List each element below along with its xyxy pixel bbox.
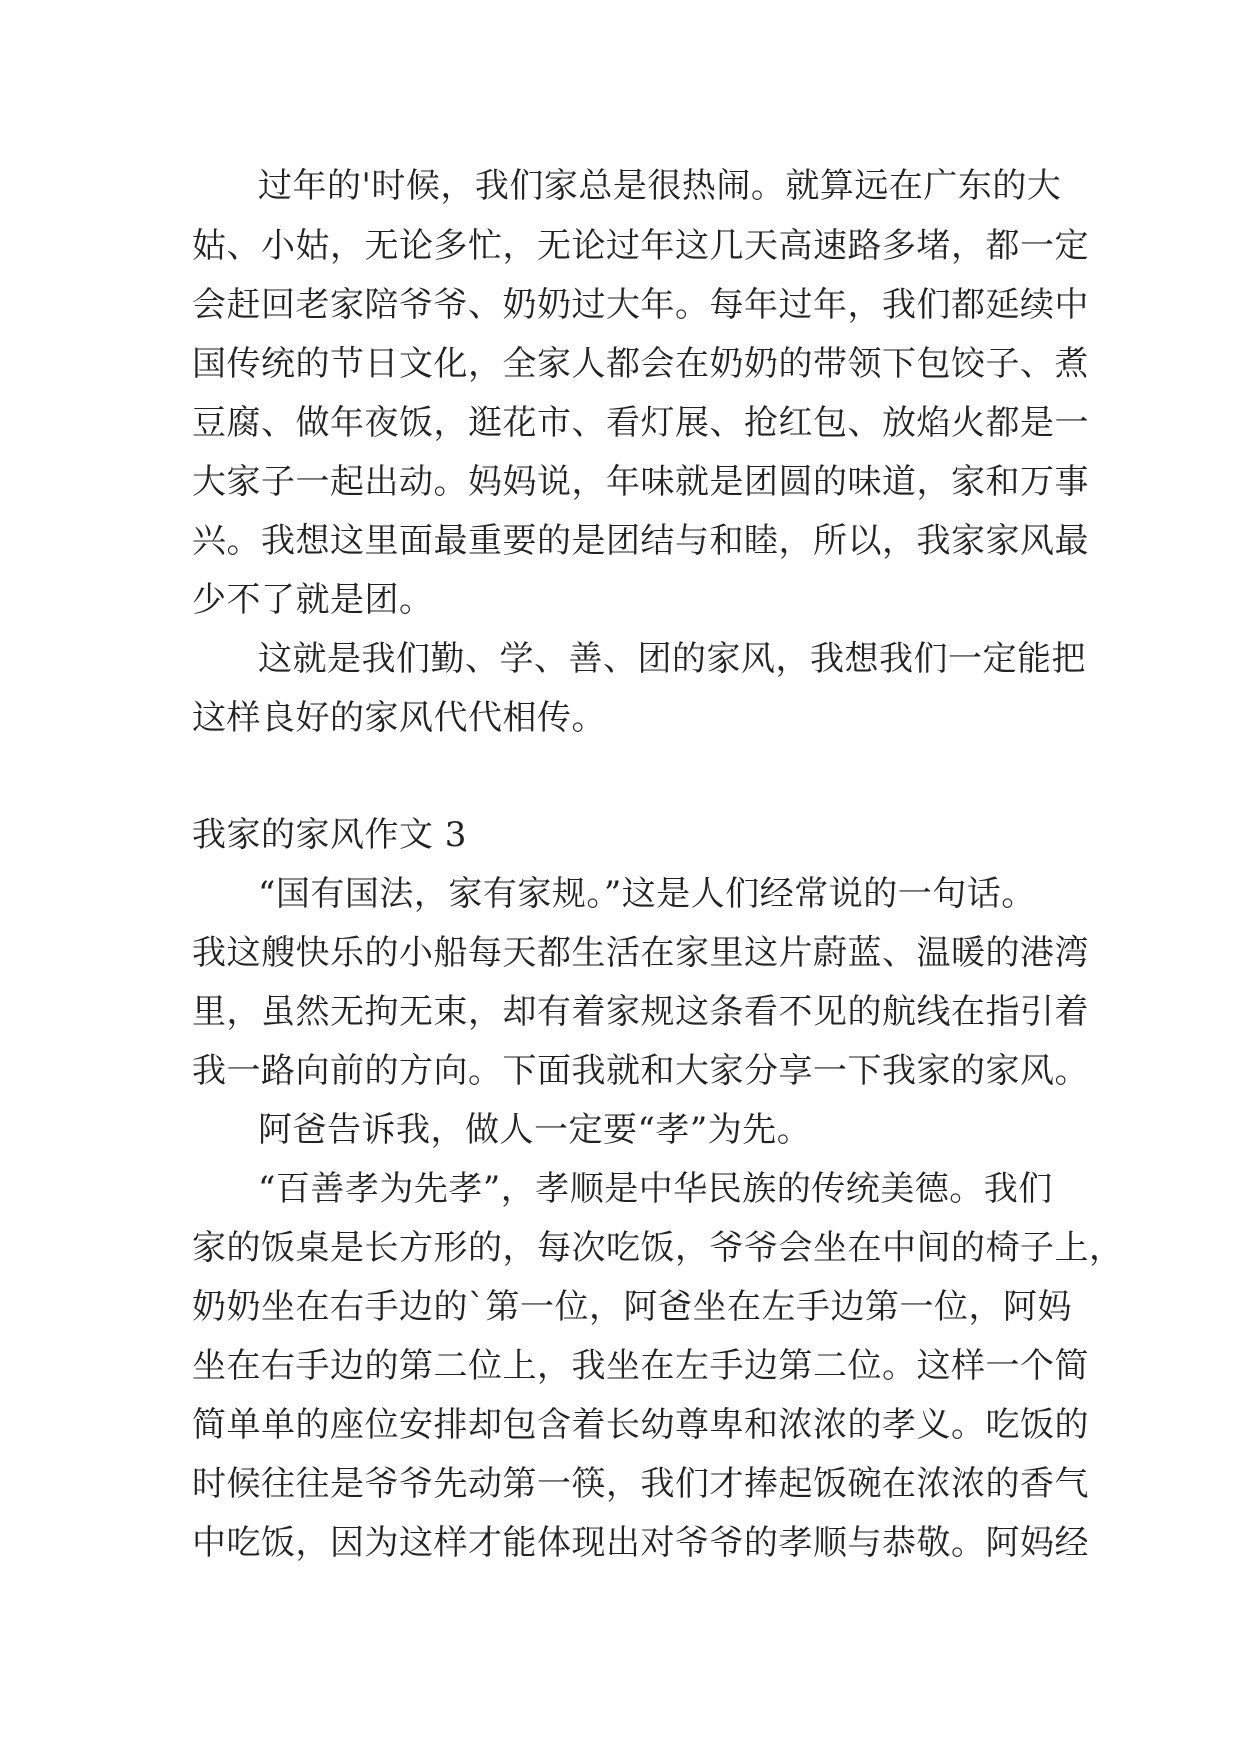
section-heading: 我家的家风作文 3 [192, 815, 467, 855]
paragraph-line: 中吃饭，因为这样才能体现出对爷爷的孝顺与恭敬。阿妈经 [192, 1523, 1089, 1563]
paragraph-line: 豆腐、做年夜饭，逛花市、看灯展、抢红包、放焰火都是一 [192, 403, 1089, 443]
paragraph-line: 这样良好的家风代代相传。 [192, 698, 606, 738]
paragraph-line: “国有国法，家有家规。”这是人们经常说的一句话。 [258, 874, 1036, 914]
paragraph-line: 阿爸告诉我，做人一定要“孝”为先。 [258, 1110, 812, 1150]
paragraph-line: 坐在右手边的第二位上，我坐在左手边第二位。这样一个简 [192, 1346, 1089, 1386]
paragraph-line: “百善孝为先孝”，孝顺是中华民族的传统美德。我们 [258, 1169, 1053, 1209]
paragraph-line: 这就是我们勤、学、善、团的家风，我想我们一定能把 [258, 639, 1086, 679]
paragraph-line: 过年的'时候，我们家总是很热闹。就算远在广东的大 [258, 166, 1062, 206]
paragraph-line: 奶奶坐在右手边的`第一位，阿爸坐在左手边第一位，阿妈 [192, 1287, 1072, 1327]
paragraph-line: 会赶回老家陪爷爷、奶奶过大年。每年过年，我们都延续中 [192, 285, 1089, 325]
paragraph-line: 姑、小姑，无论多忙，无论过年这几天高速路多堵，都一定 [192, 226, 1089, 266]
paragraph-line: 家的饭桌是长方形的，每次吃饭，爷爷会坐在中间的椅子上， [192, 1228, 1124, 1268]
paragraph-line: 我一路向前的方向。下面我就和大家分享一下我家的家风。 [192, 1051, 1089, 1091]
paragraph-line: 里，虽然无拘无束，却有着家规这条看不见的航线在指引着 [192, 992, 1089, 1032]
paragraph-line: 兴。我想这里面最重要的是团结与和睦，所以，我家家风最 [192, 521, 1089, 561]
paragraph-line: 少不了就是团。 [192, 580, 434, 620]
paragraph-line: 国传统的节日文化，全家人都会在奶奶的带领下包饺子、煮 [192, 344, 1089, 384]
paragraph-line: 时候往往是爷爷先动第一筷，我们才捧起饭碗在浓浓的香气 [192, 1464, 1089, 1504]
paragraph-line: 大家子一起出动。妈妈说，年味就是团圆的味道，家和万事 [192, 462, 1089, 502]
paragraph-line: 我这艘快乐的小船每天都生活在家里这片蔚蓝、温暖的港湾 [192, 933, 1089, 973]
paragraph-line: 简单单的座位安排却包含着长幼尊卑和浓浓的孝义。吃饭的 [192, 1405, 1089, 1445]
